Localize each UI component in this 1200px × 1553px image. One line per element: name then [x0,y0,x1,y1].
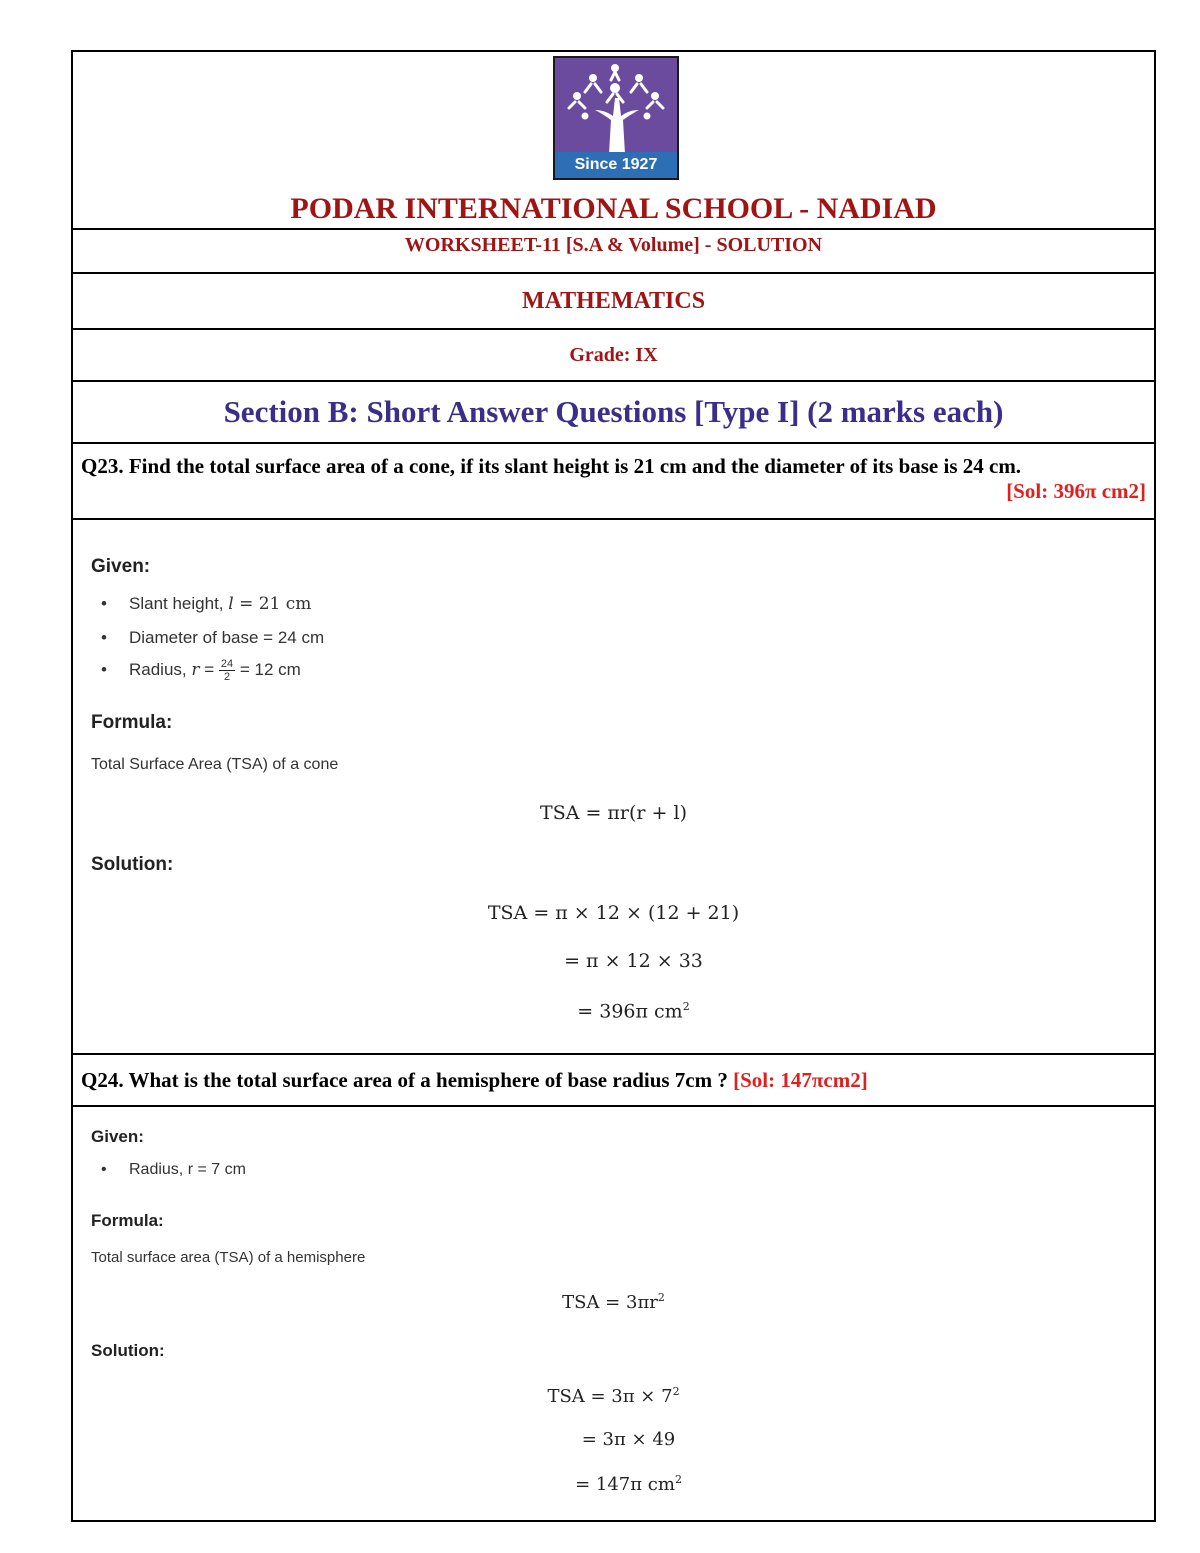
logo-since-text: Since 1927 [555,152,677,178]
q23-step-3: = 396π $cm^2$ [577,1000,690,1023]
list-item: • Slant height, l = 21 cm [101,594,312,614]
q23-step-1: TSA = π × 12 × (12 + 21) [487,902,740,924]
q23-step-2: = π × 12 × 33 [564,950,703,972]
q23-formula-heading: Formula: [91,712,173,733]
grade-title: Grade: IX [73,328,1154,382]
q24-step-1: TSA = $3\pi \times 7^2$ [547,1385,680,1407]
worksheet-title: WORKSHEET-11 [S.A & Volume] - SOLUTION [73,228,1154,274]
tree-icon [555,58,677,154]
section-title: Section B: Short Answer Questions [Type I] (2 marks each) [73,380,1154,444]
q24-formula: TSA = $3\pi r^2$ [562,1291,665,1313]
worksheet-page [71,50,1156,1522]
q23-question-row [73,442,1154,520]
list-item: • Radius, r = 7 cm [101,1161,246,1178]
q23-question: Q23. Find the total surface area of a cone, if its slant height is 21 cm and the diameter of its base is 24 cm. [81,454,1022,478]
q24-answer-tag: [Sol: 147πcm2] [733,1068,868,1092]
subject-title: MATHEMATICS [73,272,1154,330]
q23-given-heading: Given: [91,556,151,577]
school-name: PODAR INTERNATIONAL SCHOOL - NADIAD [290,192,937,225]
q24-question: Q24. What is the total surface area of a hemisphere of base radius 7cm ? [81,1068,734,1092]
q24-solution-heading: Solution: [91,1341,165,1360]
q23-solution-heading: Solution: [91,854,174,875]
q24-formula-heading: Formula: [91,1211,164,1230]
q24-step-2: = 3π × 49 [581,1429,676,1450]
header-row [73,52,1154,230]
q24-step-3: = 147π $cm^2$ [575,1473,682,1495]
q24-given-heading: Given: [91,1127,144,1146]
q23-answer-tag: [Sol: 396π cm2] [1006,479,1146,503]
q23-formula: TSA = πr(r + l) [540,802,687,824]
q24-solution-block [73,1105,1154,1524]
q24-question-row [73,1053,1154,1107]
q23-formula-desc: Total Surface Area (TSA) of a cone [91,756,339,773]
list-item: • Diameter of base = 24 cm [101,628,325,647]
school-logo [553,56,679,180]
q24-formula-desc: Total surface area (TSA) of a hemisphere [91,1249,366,1266]
q23-solution-block [73,518,1154,1055]
list-item: • Radius, r = $\frac{24}{2}$ = 12 cm [101,658,301,683]
